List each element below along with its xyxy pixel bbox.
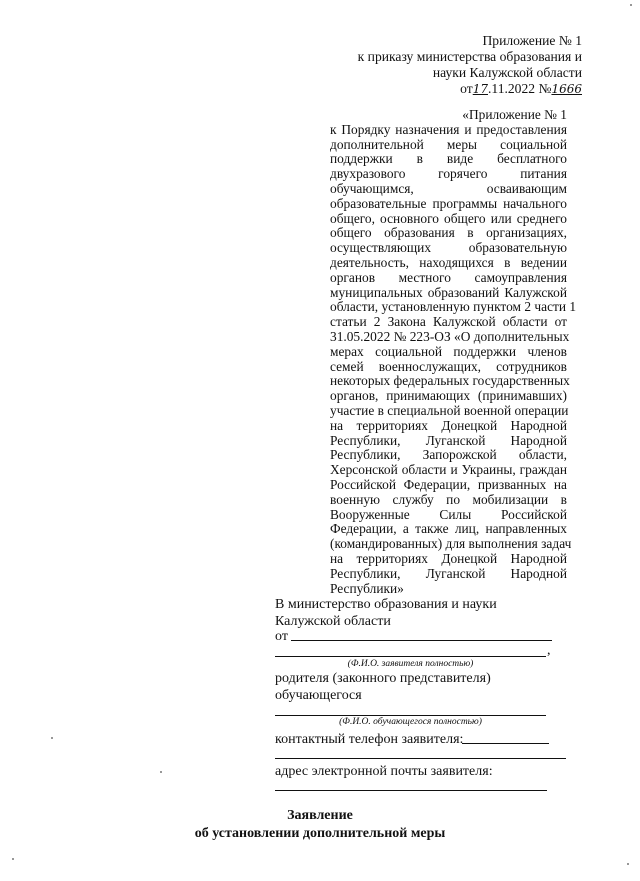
student-name-hint: (Ф.И.О. обучающегося полностью): [339, 717, 482, 727]
appendix-line: к Порядку назначения и предоставления: [330, 121, 567, 137]
header-order-reference: к приказу министерства образования и: [357, 49, 582, 64]
appendix-line: области, установленную пунктом 2 части 1: [330, 299, 577, 315]
appendix-line: 31.05.2022 № 223-ОЗ «О дополнительных: [330, 328, 570, 344]
scan-speck: [51, 737, 53, 739]
appendix-line: общего образования в организациях,: [330, 225, 567, 241]
header-order-date-number: [358, 81, 582, 97]
appendix-line: Республики, Запорожской области,: [330, 447, 567, 463]
appendix-line: органов, принимающих (принимавших): [330, 388, 567, 404]
appendix-line: «Приложение № 1: [462, 107, 567, 122]
from-label: от: [275, 629, 288, 644]
date-rest: .11.2022 №: [488, 81, 552, 96]
appendix-line: Республики, Луганской Народной: [330, 432, 567, 448]
scan-speck: [630, 4, 632, 6]
handwritten-date-day: 17: [472, 82, 488, 96]
email-input-line[interactable]: [275, 790, 547, 791]
appendix-line: Федерации, а также лиц, направленных: [330, 521, 567, 537]
appendix-line: статьи 2 Закона Калужской области от: [330, 314, 567, 330]
appendix-line: поддержки в виде бесплатного: [330, 151, 567, 167]
appendix-line: Херсонской области и Украины, граждан: [330, 462, 567, 478]
appendix-line: Республики, Луганской Народной: [330, 565, 567, 581]
addressee-line-2: Калужской области: [275, 614, 391, 629]
appendix-line: некоторых федеральных государственных: [330, 373, 570, 389]
parent-line-1: родителя (законного представителя): [275, 671, 491, 686]
appendix-line: дополнительной меры социальной: [330, 136, 567, 152]
appendix-line: мерах социальной поддержки членов: [330, 343, 567, 359]
scan-speck: [627, 863, 629, 865]
applicant-name-line-2[interactable]: [275, 656, 546, 657]
document-title: [0, 807, 640, 843]
scan-speck: [160, 771, 162, 773]
phone-extra-line[interactable]: [275, 758, 566, 759]
application-form-header: [275, 596, 575, 630]
title-line-2: об установлении дополнительной меры: [194, 826, 446, 841]
header-ministry-name: науки Калужской области: [432, 65, 582, 80]
applicant-name-line-1[interactable]: [291, 640, 552, 641]
appendix-line: (командированных) для выполнения задач: [330, 536, 572, 552]
appendix-line: Республики»: [330, 580, 404, 596]
header-appendix-label: Приложение № 1: [482, 33, 582, 48]
phone-input-line[interactable]: [462, 743, 549, 744]
addressee-line-1: В министерство образования и науки: [275, 597, 497, 612]
appendix-line: на территориях Донецкой Народной: [330, 417, 567, 433]
appendix-line: участие в специальной военной операции: [330, 402, 569, 418]
parent-line-2: обучающегося: [275, 688, 362, 703]
appendix-line: органов местного самоуправления: [330, 269, 567, 285]
title-line-1: Заявление: [287, 808, 353, 823]
procedure-appendix-block: [330, 107, 577, 596]
student-name-line[interactable]: [275, 715, 546, 716]
date-prefix: от: [460, 81, 473, 96]
handwritten-order-number: 1666: [551, 82, 582, 96]
appendix-line: двухразового горячего питания: [330, 166, 567, 182]
order-appendix-header: [358, 33, 582, 97]
appendix-line: общего, основного общего или среднего: [330, 210, 567, 226]
appendix-line: обучающимся, осваивающим: [330, 180, 567, 196]
appendix-line: военную службу по мобилизации в: [330, 491, 567, 507]
scan-speck: [12, 858, 14, 860]
parent-role-text: [275, 670, 491, 704]
appendix-line: Вооруженные Силы Российской: [330, 506, 567, 522]
email-label: адрес электронной почты заявителя:: [275, 764, 493, 779]
applicant-name-hint: (Ф.И.О. заявителя полностью): [347, 659, 474, 669]
appendix-line: муниципальных образований Калужской: [330, 284, 567, 300]
appendix-line: осуществляющих образовательную: [330, 240, 567, 256]
appendix-line: образовательные программы начального: [330, 195, 567, 211]
appendix-line: семей военнослужащих, сотрудников: [330, 358, 567, 374]
phone-label: контактный телефон заявителя:: [275, 732, 464, 747]
comma-mark: ,: [547, 643, 551, 658]
appendix-line: на территориях Донецкой Народной: [330, 550, 567, 566]
appendix-line: деятельность, находящихся в ведении: [330, 254, 567, 270]
appendix-line: Российской Федерации, призванных на: [330, 476, 567, 492]
